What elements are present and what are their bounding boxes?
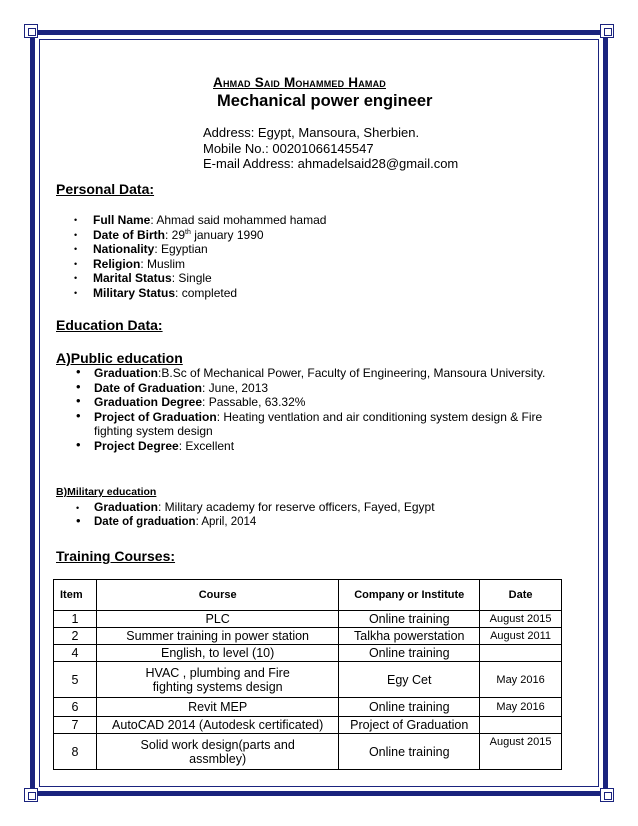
cell-course: Summer training in power station (96, 628, 338, 645)
field-value: : 29 (165, 227, 186, 242)
field-label: Date of Birth (93, 227, 165, 242)
public-education-list (76, 364, 554, 454)
table-row (54, 698, 562, 717)
cell-date (480, 645, 562, 662)
cell-company: Online training (339, 734, 480, 770)
cell-item: 4 (54, 645, 97, 662)
cell-date: August 2011 (480, 628, 562, 645)
cell-course: English, to level (10) (96, 645, 338, 662)
list-item (76, 500, 435, 515)
column-header-date: Date (480, 580, 562, 611)
military-education-heading: B)Military education (56, 486, 157, 498)
candidate-name: Ahmad Said Mohammed Hamad (213, 75, 386, 90)
bullet-icon: • (74, 244, 78, 255)
cell-date: August 2015 (480, 734, 562, 770)
list-item (74, 213, 327, 228)
cell-item: 5 (54, 662, 97, 698)
cell-date: May 2016 (480, 698, 562, 717)
cell-company: Egy Cet (339, 662, 480, 698)
field-value: : completed (175, 285, 238, 300)
cell-item: 1 (54, 611, 97, 628)
field-value: : Heating ventlation and air conditioning system design & Fire fighting system design (94, 409, 543, 439)
personal-data-heading: Personal Data: (56, 181, 155, 197)
field-value: : Excellent (178, 438, 235, 453)
field-value: : Egyptian (154, 242, 208, 257)
military-education-list (76, 500, 435, 529)
public-education-heading: A)Public education (56, 350, 183, 366)
cell-date (480, 717, 562, 734)
column-header-company: Company or Institute (339, 580, 480, 611)
cell-course: PLC (96, 611, 338, 628)
field-label: Nationality (93, 242, 155, 257)
bullet-icon: • (76, 512, 81, 528)
field-value: :B.Sc of Mechanical Power, Faculty of Engineering, Mansoura University. (158, 366, 546, 380)
cell-course: Revit MEP (96, 698, 338, 717)
list-item (76, 393, 554, 410)
bullet-icon: • (74, 215, 78, 225)
field-value: january 1990 (190, 227, 264, 242)
cell-course (96, 734, 338, 770)
personal-data-list (74, 213, 327, 301)
field-label: Graduation (94, 500, 159, 514)
cell-company: Online training (339, 611, 480, 628)
field-label: Military Status (93, 285, 176, 300)
list-item (76, 407, 554, 439)
education-data-heading: Education Data: (56, 317, 163, 333)
bullet-icon: • (74, 258, 78, 269)
corner-ornament-icon (24, 24, 38, 38)
list-item (74, 271, 326, 286)
table-row (54, 717, 562, 734)
mobile-line: Mobile No.: 00201066145547 (203, 141, 374, 156)
bullet-icon: • (74, 229, 78, 240)
cell-item: 6 (54, 698, 97, 717)
cell-item: 7 (54, 717, 97, 734)
list-item (76, 436, 554, 454)
field-label: Date of Graduation (94, 380, 203, 395)
email-line: E-mail Address: ahmadelsaid28@gmail.com (203, 156, 459, 171)
list-item (76, 378, 554, 396)
address-line: Address: Egypt, Mansoura, Sherbien. (203, 125, 420, 140)
field-label: Graduation Degree (94, 395, 203, 410)
training-courses-table (53, 579, 562, 770)
field-label: Graduation (94, 366, 159, 380)
course-line: assmbley) (189, 751, 247, 766)
course-line: fighting systems design (152, 679, 283, 694)
bullet-icon: • (74, 273, 78, 284)
cell-company: Project of Graduation (339, 717, 480, 734)
column-header-course: Course (96, 580, 338, 611)
table-row (54, 734, 562, 770)
cell-item: 2 (54, 628, 97, 645)
column-header-item: Item (54, 580, 97, 611)
bullet-icon: • (76, 393, 81, 409)
table-row (54, 611, 562, 628)
cell-company: Online training (339, 698, 480, 717)
cell-company: Online training (339, 645, 480, 662)
field-label: Project of Graduation (94, 409, 217, 424)
bullet-icon: • (76, 436, 81, 452)
field-label: Date of graduation (94, 515, 196, 528)
list-item (74, 256, 326, 272)
bullet-icon: • (74, 287, 78, 298)
field-label: Project Degree (94, 438, 179, 453)
table-row (54, 662, 562, 698)
cell-date: August 2015 (480, 611, 562, 628)
field-value: : Muslim (140, 256, 186, 271)
table-row (54, 645, 562, 662)
course-line: Solid work design(parts and (140, 737, 295, 752)
list-item (76, 512, 435, 530)
bullet-icon: • (76, 503, 80, 513)
cell-course: AutoCAD 2014 (Autodesk certificated) (96, 717, 338, 734)
field-value: : April, 2014 (195, 515, 257, 528)
cell-date: May 2016 (480, 662, 562, 698)
course-line: HVAC , plumbing and Fire (145, 665, 290, 680)
job-title: Mechanical power engineer (217, 92, 433, 110)
cell-company: Talkha powerstation (339, 628, 480, 645)
field-value: : Single (171, 271, 212, 286)
field-label: Religion (93, 256, 141, 271)
list-item (76, 364, 554, 381)
field-value: : Ahmad said mohammed hamad (150, 213, 327, 227)
cell-course (96, 662, 338, 698)
field-label: Full Name (93, 213, 151, 227)
list-item (74, 242, 326, 257)
table-header-row (54, 580, 562, 611)
corner-ornament-icon (600, 24, 614, 38)
field-label: Marital Status (93, 271, 172, 286)
table-row (54, 628, 562, 645)
list-item (74, 227, 326, 243)
field-value: : Passable, 63.32% (202, 395, 306, 410)
list-item (74, 285, 326, 301)
bullet-icon: • (76, 407, 81, 423)
field-value: : Military academy for reserve officers, Fayed, Egypt (158, 500, 435, 514)
corner-ornament-icon (600, 788, 614, 802)
bullet-icon: • (76, 364, 81, 379)
bullet-icon: • (76, 378, 81, 394)
field-value: : June, 2013 (202, 380, 269, 395)
corner-ornament-icon (24, 788, 38, 802)
cell-item: 8 (54, 734, 97, 770)
training-courses-heading: Training Courses: (56, 548, 176, 564)
ordinal-suffix: th (185, 228, 191, 236)
